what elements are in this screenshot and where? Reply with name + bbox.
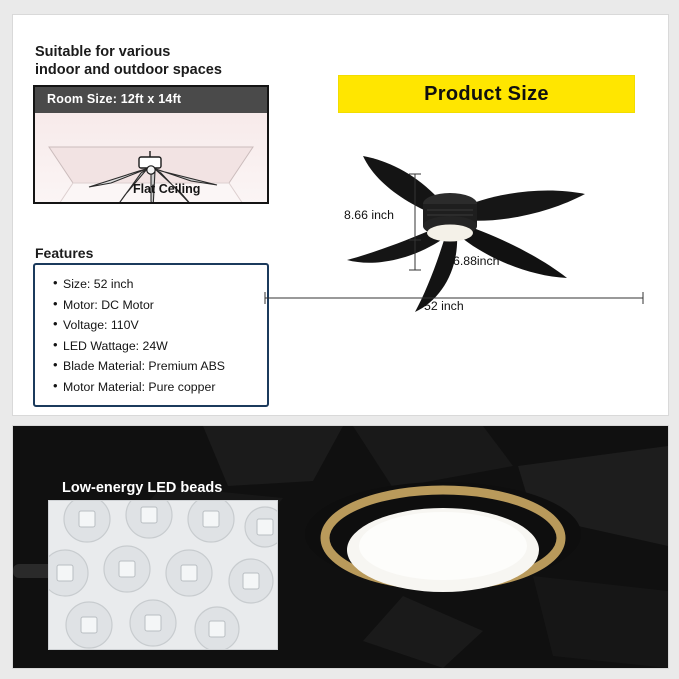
dimension-depth-label: 6.88inch xyxy=(453,254,500,268)
ceiling-fan-illustration xyxy=(255,100,655,330)
led-beads-title: Low-energy LED beads xyxy=(62,480,223,496)
features-title: Features xyxy=(35,245,94,261)
list-item: • Size: 52 inch xyxy=(55,274,267,295)
room-size-label: Room Size: 12ft x 14ft xyxy=(47,92,182,106)
flat-ceiling-label: Flat Ceiling xyxy=(133,182,201,196)
led-beads-svg xyxy=(49,501,277,649)
features-box xyxy=(33,263,269,407)
list-item: • Voltage: 110V xyxy=(55,315,267,336)
dimension-width-label: 52 inch xyxy=(424,299,464,313)
led-beads-closeup xyxy=(48,500,278,650)
list-item: • Motor Material: Pure copper xyxy=(55,377,267,398)
suitable-line-1: Suitable for various xyxy=(35,44,171,60)
room-size-bar xyxy=(35,87,267,113)
suitable-spaces-heading xyxy=(35,43,265,79)
list-item: • Motor: DC Motor xyxy=(55,295,267,316)
suitable-line-2: indoor and outdoor spaces xyxy=(35,62,222,78)
dimension-height-label: 8.66 inch xyxy=(344,208,394,222)
features-list xyxy=(35,265,267,397)
product-size-banner-label: Product Size xyxy=(424,82,549,105)
list-item: • Blade Material: Premium ABS xyxy=(55,356,267,377)
list-item: • LED Wattage: 24W xyxy=(55,336,267,357)
